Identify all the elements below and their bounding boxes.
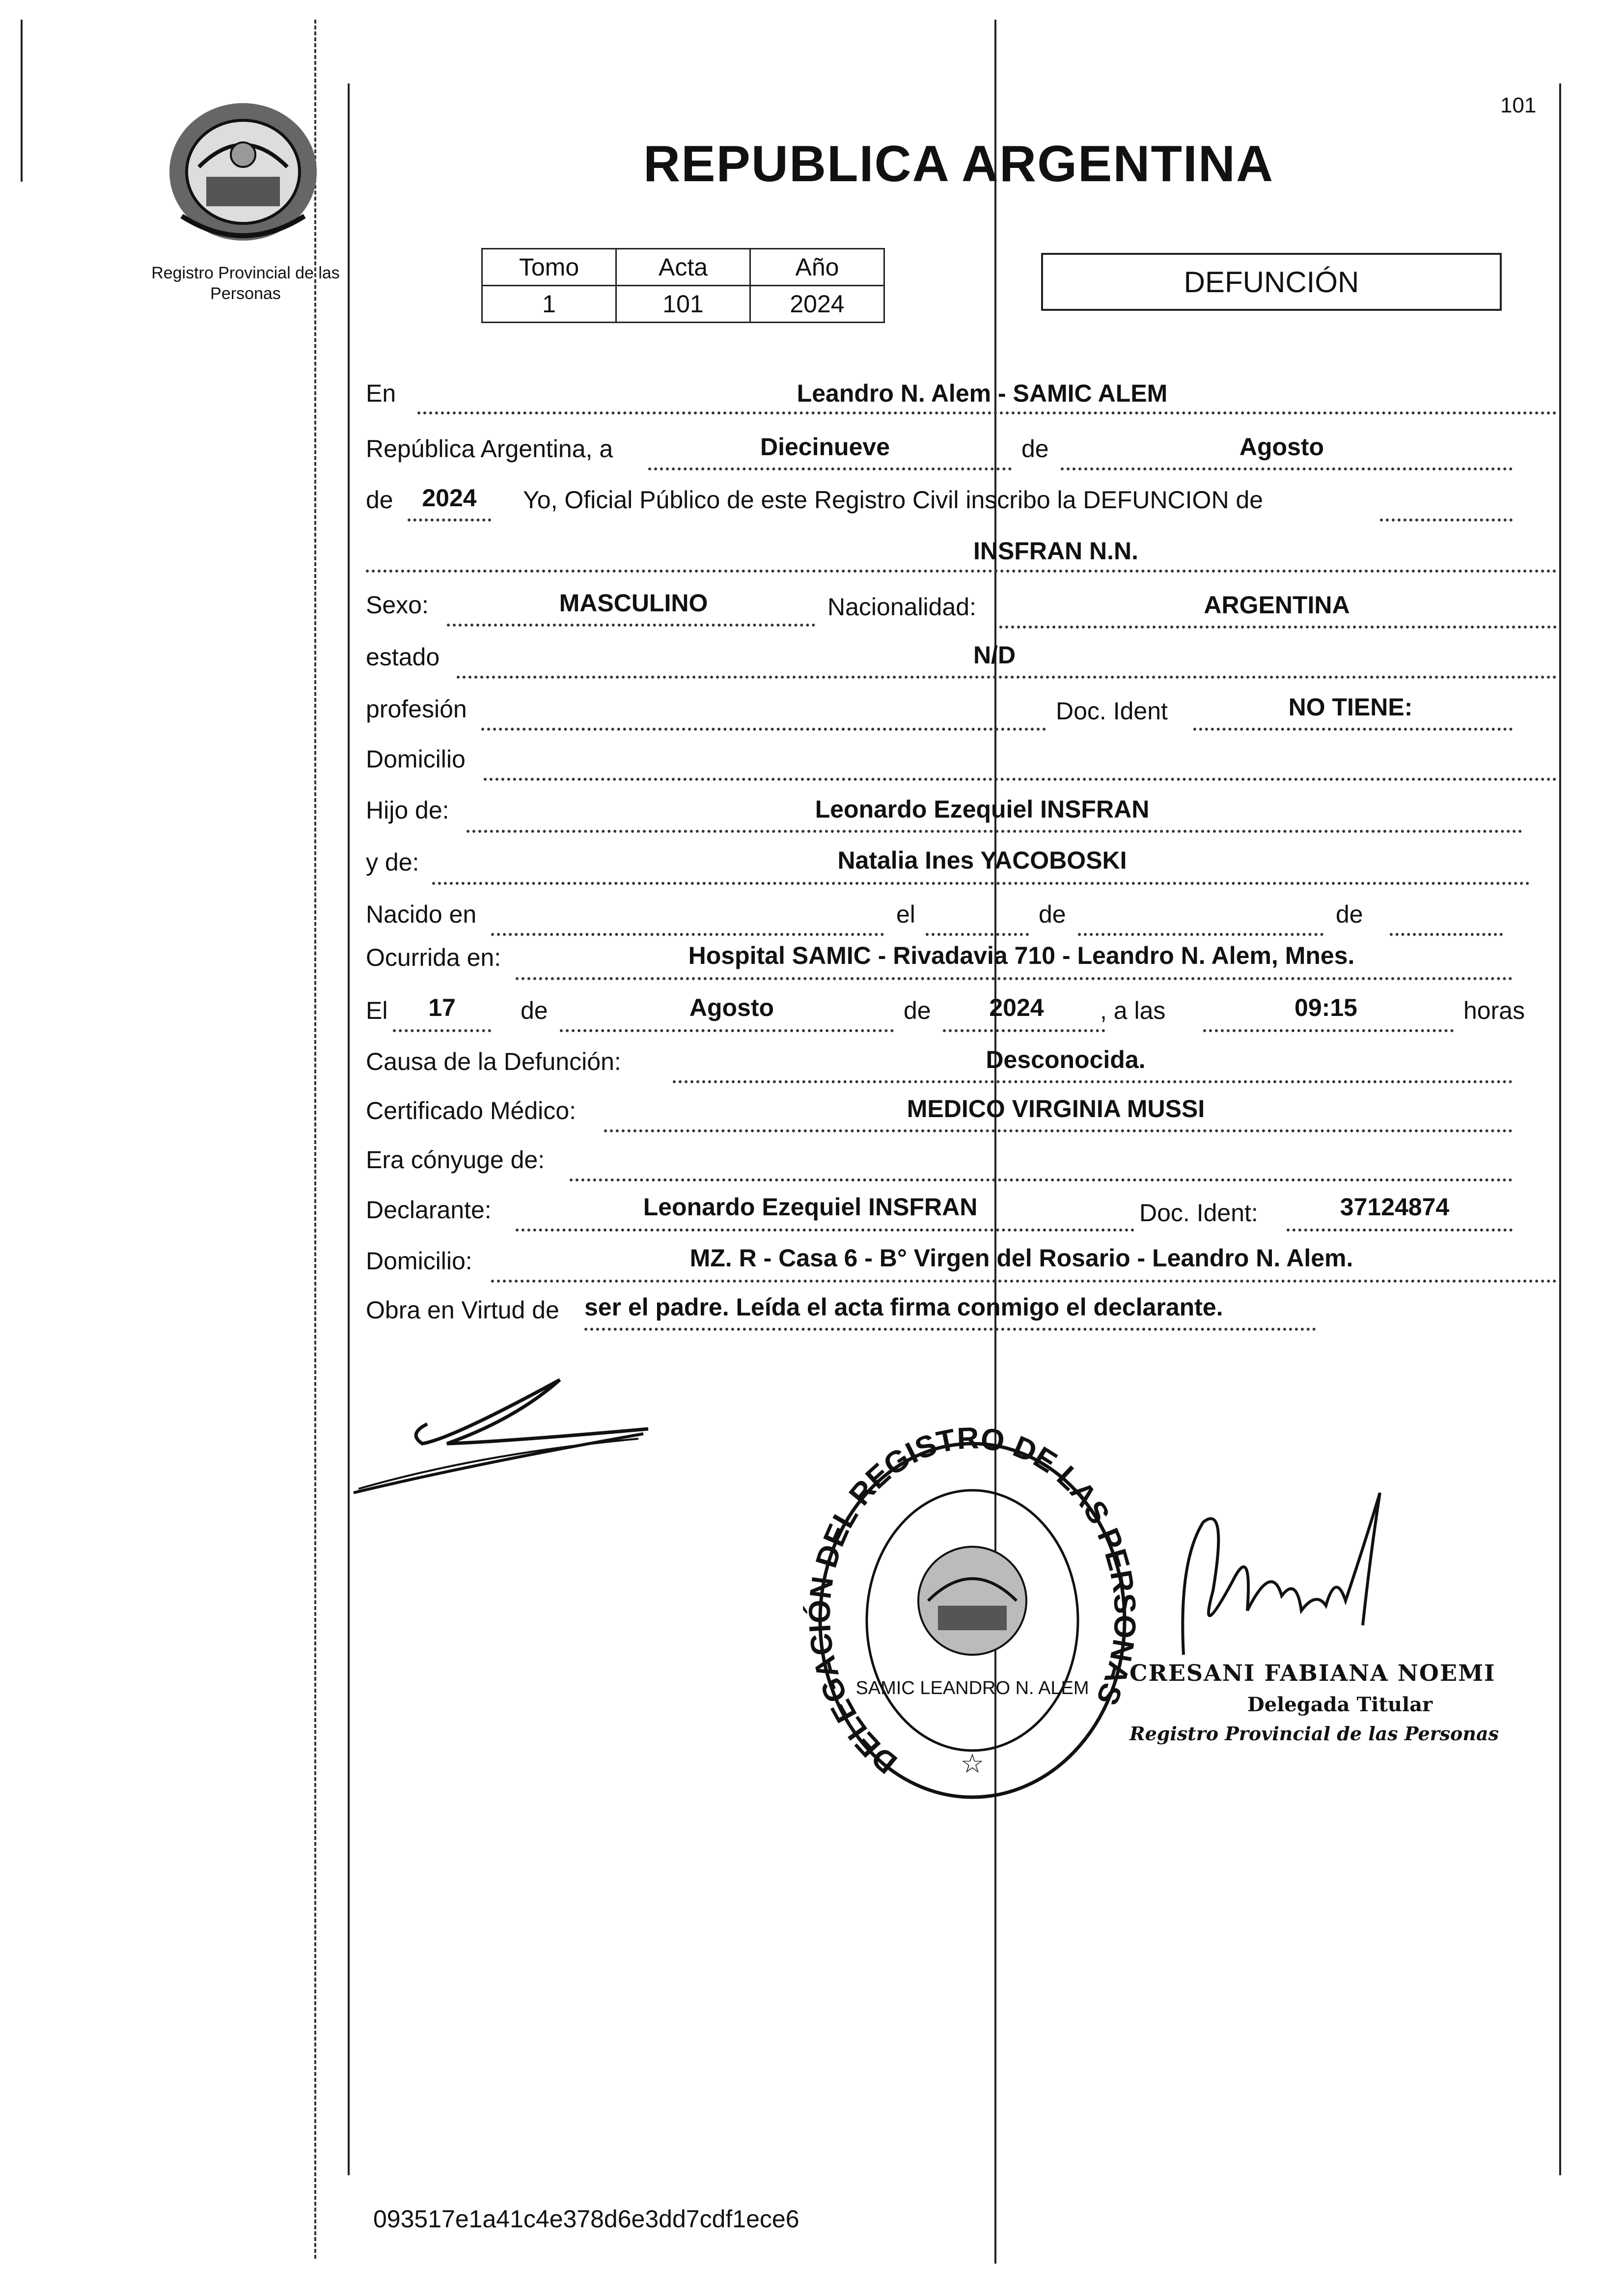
- horas-label: horas: [1463, 997, 1525, 1024]
- padre-value: Leonardo Ezequiel INSFRAN: [815, 795, 1150, 823]
- official-role: Delegada Titular: [1247, 1693, 1433, 1716]
- domicilio-declarante-value: MZ. R - Casa 6 - B° Virgen del Rosario - Leandro N. Alem.: [689, 1244, 1353, 1272]
- acta-value: 101: [616, 286, 750, 323]
- document-hash: 093517e1a41c4e378d6e3dd7cdf1ece6: [373, 2205, 799, 2233]
- nacido-en-dotline: [491, 933, 884, 936]
- declarante-value: Leonardo Ezequiel INSFRAN: [643, 1193, 978, 1221]
- mes-value: Agosto: [1239, 433, 1324, 461]
- fallecido-dotline: [366, 570, 1557, 573]
- nacido-mes-dotline: [1078, 933, 1323, 936]
- conyuge-dotline: [570, 1178, 1513, 1181]
- certificado-dotline: [604, 1129, 1513, 1132]
- doc-ident-declarante-value: 37124874: [1340, 1193, 1450, 1221]
- dia-texto-value: Diecinueve: [760, 433, 890, 461]
- hijo-de-label: Hijo de:: [366, 796, 449, 824]
- star-icon: ☆: [960, 1748, 985, 1779]
- nacido-en-label: Nacido en: [366, 901, 477, 928]
- de-label-6: de: [904, 997, 931, 1024]
- anio-defuncion-value: 2024: [989, 994, 1044, 1021]
- stamp-inner-text: SAMIC LEANDRO N. ALEM: [855, 1678, 1089, 1698]
- page-title: REPUBLICA ARGENTINA: [643, 136, 1274, 192]
- left-margin-line: [21, 20, 23, 182]
- official-signature: [1169, 1483, 1395, 1670]
- sexo-value: MASCULINO: [559, 589, 708, 617]
- conyuge-label: Era cónyuge de:: [366, 1146, 545, 1174]
- anio-header: Año: [750, 249, 884, 286]
- tomo-value: 1: [482, 286, 616, 323]
- dia-dotline: [648, 467, 1012, 470]
- sexo-dotline: [447, 624, 815, 627]
- nacionalidad-label: Nacionalidad:: [827, 593, 976, 621]
- doc-ident-label: Doc. Ident: [1056, 697, 1168, 725]
- estado-label: estado: [366, 643, 440, 671]
- record-type-box: DEFUNCIÓN: [1041, 253, 1502, 311]
- delegation-stamp: [802, 1421, 1142, 1802]
- domicilio2-dotline: [491, 1280, 1557, 1283]
- ocurrida-value: Hospital SAMIC - Rivadavia 710 - Leandro N. Alem, Mnes.: [688, 942, 1355, 969]
- a-las-label: , a las: [1100, 997, 1166, 1024]
- causa-dotline: [673, 1080, 1513, 1083]
- madre-value: Natalia Ines YACOBOSKI: [837, 847, 1127, 874]
- y-de-label: y de:: [366, 849, 419, 876]
- mes-defuncion-value: Agosto: [689, 994, 774, 1021]
- mes-dotline: [1061, 467, 1513, 470]
- de-label-2: de: [366, 486, 393, 514]
- y-de-dotline: [432, 882, 1530, 885]
- record-table: [481, 248, 885, 323]
- nacionalidad-dotline: [999, 626, 1557, 629]
- sexo-label: Sexo:: [366, 591, 429, 619]
- inscribo-text: Yo, Oficial Público de este Registro Civil inscribo la DEFUNCION de: [523, 486, 1264, 514]
- anio-value: 2024: [750, 286, 884, 323]
- republica-label: República Argentina, a: [366, 435, 613, 463]
- en-dotline: [417, 411, 1557, 414]
- fallecido-value: INSFRAN N.N.: [973, 537, 1139, 565]
- de-label-5: de: [521, 997, 548, 1024]
- lugar-value: Leandro N. Alem - SAMIC ALEM: [797, 380, 1168, 407]
- profesion-dotline: [481, 728, 1046, 731]
- scan-fold-line: [994, 20, 996, 2264]
- official-office: Registro Provincial de las Personas: [1129, 1723, 1499, 1745]
- hora-value: 09:15: [1294, 994, 1357, 1021]
- hora-dotline: [1203, 1029, 1454, 1032]
- certificado-value: MEDICO VIRGINIA MUSSI: [907, 1095, 1205, 1122]
- ocurrida-label: Ocurrida en:: [366, 944, 501, 971]
- doc-ident-dotline: [1193, 728, 1513, 731]
- en-label: En: [366, 380, 396, 407]
- declarant-signature: [354, 1360, 648, 1498]
- official-name: CRESANI FABIANA NOEMI: [1129, 1660, 1496, 1686]
- causa-label: Causa de la Defunción:: [366, 1048, 621, 1075]
- el-cap-label: El: [366, 997, 388, 1024]
- de-label-4: de: [1336, 901, 1363, 928]
- doc-ident-value: NO TIENE:: [1288, 693, 1413, 721]
- domicilio-label: Domicilio: [366, 745, 466, 773]
- anio-defuncion-dotline: [943, 1029, 1105, 1032]
- estado-value: N/D: [973, 641, 1016, 669]
- dia-defuncion-value: 17: [428, 994, 456, 1021]
- stamp-ring-text: DELEGACIÓN DEL REGISTRO DE LAS PERSONAS: [802, 1421, 1142, 1780]
- registry-label: Registro Provincial de las Personas: [151, 264, 340, 303]
- nacido-anio-dotline: [1390, 933, 1503, 936]
- obra-label: Obra en Virtud de: [366, 1296, 559, 1324]
- domicilio-dotline: [484, 778, 1557, 781]
- page-number: 101: [1500, 93, 1537, 117]
- form-left-border: [348, 83, 350, 2175]
- el-label: el: [896, 901, 915, 928]
- declarante-label: Declarante:: [366, 1196, 492, 1224]
- domicilio2-label: Domicilio:: [366, 1247, 472, 1275]
- defuncion-de-dotline: [1380, 519, 1513, 521]
- mes-defuncion-dotline: [560, 1029, 894, 1032]
- causa-value: Desconocida.: [986, 1046, 1146, 1073]
- obra-dotline: [584, 1328, 1316, 1331]
- hijo-de-dotline: [467, 830, 1522, 833]
- de-label-1: de: [1021, 435, 1049, 463]
- profesion-label: profesión: [366, 695, 467, 723]
- obra-value: ser el padre. Leída el acta firma conmigo el declarante.: [584, 1293, 1223, 1321]
- ocurrida-dotline: [516, 977, 1513, 980]
- estado-dotline: [457, 676, 1557, 679]
- acta-header: Acta: [616, 249, 750, 286]
- nacionalidad-value: ARGENTINA: [1204, 591, 1350, 619]
- form-right-border: [1559, 83, 1561, 2175]
- declarante-dotline: [516, 1229, 1134, 1232]
- tomo-header: Tomo: [482, 249, 616, 286]
- doc-ident2-label: Doc. Ident:: [1139, 1199, 1258, 1227]
- nacido-el-dotline: [926, 933, 1029, 936]
- provincia-misiones-logo: [162, 93, 324, 250]
- anio-dotline: [408, 519, 491, 521]
- binding-dash-line: [314, 20, 318, 2259]
- dia-defuncion-dotline: [393, 1029, 491, 1032]
- certificado-label: Certificado Médico:: [366, 1097, 576, 1124]
- anio-value: 2024: [422, 484, 477, 512]
- de-label-3: de: [1039, 901, 1066, 928]
- doc-ident2-dotline: [1287, 1229, 1513, 1232]
